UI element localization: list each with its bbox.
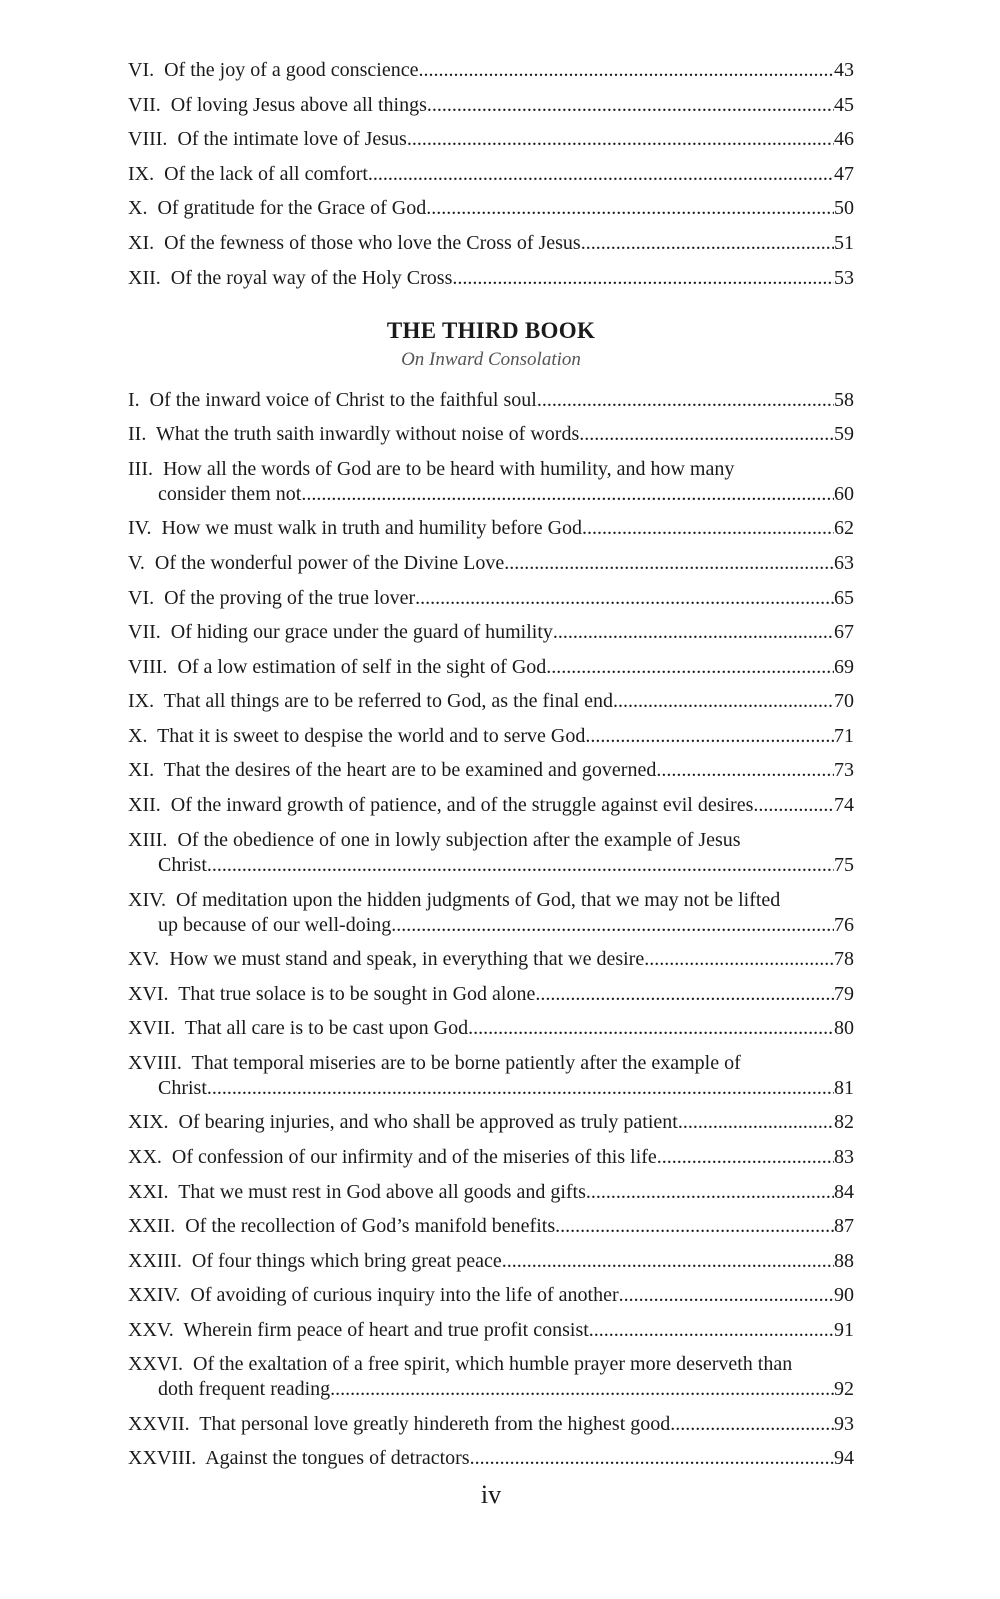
leader-dots [619, 1283, 834, 1308]
page-number: 43 [834, 59, 854, 81]
page-number: 71 [834, 725, 854, 747]
leader-dots [555, 1214, 834, 1239]
leader-dots [678, 1110, 834, 1135]
chapter-title: Against the tongues of detractors [205, 1447, 470, 1469]
leader-dots [407, 127, 834, 152]
chapter-title: That the desires of the heart are to be examined and governed [163, 759, 657, 781]
chapter-title: That true solace is to be sought in God alone [178, 983, 536, 1005]
leader-dots [415, 586, 834, 611]
chapter-title-continuation: Christ [158, 854, 207, 876]
chapter-title: Of meditation upon the hidden judgments of God, that we may not be lifted [175, 889, 781, 911]
chapter-numeral: XVIII. [128, 1052, 182, 1074]
toc-entry [128, 388, 854, 413]
chapter-numeral: XXII. [128, 1215, 176, 1237]
page-number: 80 [834, 1017, 854, 1039]
toc-entry [128, 620, 854, 645]
page-number: 88 [834, 1250, 854, 1272]
page-number: 78 [834, 948, 854, 970]
page-number: 93 [834, 1413, 854, 1435]
page-number: 65 [834, 587, 854, 609]
page-number: 74 [834, 794, 854, 816]
toc-entry [128, 888, 854, 938]
page-number: 83 [834, 1146, 854, 1168]
chapter-numeral: VII. [128, 621, 161, 643]
leader-dots [207, 1076, 834, 1101]
leader-dots [418, 58, 834, 83]
page-number: 46 [834, 128, 854, 150]
chapter-title: Of the lack of all comfort [164, 163, 368, 185]
page-number: 51 [834, 232, 854, 254]
page-number: 92 [834, 1378, 854, 1400]
toc-entry [128, 655, 854, 680]
chapter-numeral: XVII. [128, 1017, 176, 1039]
chapter-title: Of four things which bring great peace [191, 1250, 502, 1272]
chapter-numeral: XV. [128, 948, 160, 970]
page-number: 50 [834, 197, 854, 219]
chapter-numeral: IX. [128, 690, 155, 712]
chapter-numeral: IV. [128, 517, 152, 539]
chapter-title: Of avoiding of curious inquiry into the life of another [190, 1284, 619, 1306]
leader-dots [391, 913, 834, 938]
toc-entry [128, 516, 854, 541]
chapter-numeral: VI. [128, 587, 155, 609]
chapter-title-continuation: up because of our well-doing [158, 914, 392, 936]
leader-dots [585, 724, 834, 749]
page-number: 59 [834, 423, 854, 445]
leader-dots [546, 655, 834, 680]
page-number: 81 [834, 1077, 854, 1099]
leader-dots [452, 266, 834, 291]
chapter-numeral: X. [128, 197, 148, 219]
chapter-title: Of the inward growth of patience, and of the struggle against evil desires [170, 794, 754, 816]
leader-dots [470, 1446, 834, 1471]
page-number: 69 [834, 656, 854, 678]
page-number: 70 [834, 690, 854, 712]
toc-entry [128, 58, 854, 83]
chapter-title: Of the joy of a good conscience [164, 59, 419, 81]
chapter-title: That all care is to be cast upon God [184, 1017, 469, 1039]
chapter-numeral: XXI. [128, 1181, 169, 1203]
chapter-numeral: XXIII. [128, 1250, 182, 1272]
leader-dots [589, 1318, 834, 1343]
page-number: 47 [834, 163, 854, 185]
chapter-numeral: III. [128, 458, 153, 480]
toc-entry [128, 127, 854, 152]
toc-entry [128, 266, 854, 291]
chapter-title: Of the fewness of those who love the Cross of Jesus [164, 232, 581, 254]
chapter-title: That we must rest in God above all goods and gifts [178, 1181, 586, 1203]
page-number: 53 [834, 267, 854, 289]
toc-entry [128, 793, 854, 818]
chapter-title: Of gratitude for the Grace of God [157, 197, 427, 219]
leader-dots [670, 1412, 834, 1437]
chapter-numeral: XX. [128, 1146, 162, 1168]
toc-entry [128, 982, 854, 1007]
chapter-title: Of hiding our grace under the guard of humility [170, 621, 553, 643]
chapter-numeral: XI. [128, 232, 155, 254]
leader-dots [427, 93, 834, 118]
leader-dots [504, 551, 834, 576]
toc-entry [128, 1016, 854, 1041]
chapter-title: What the truth saith inwardly without noise of words [155, 423, 580, 445]
leader-dots [368, 162, 834, 187]
chapter-title: That all things are to be referred to God, as the final end [163, 690, 614, 712]
chapter-title: How all the words of God are to be heard with humility, and how many [162, 458, 735, 480]
chapter-title: Of the royal way of the Holy Cross [170, 267, 453, 289]
toc-entry [128, 196, 854, 221]
toc-entry [128, 724, 854, 749]
chapter-numeral: II. [128, 423, 147, 445]
chapter-numeral: XIV. [128, 889, 166, 911]
page-number: 94 [834, 1447, 854, 1469]
chapter-title: Of the inward voice of Christ to the faithful soul [149, 389, 537, 411]
leader-dots [301, 482, 834, 507]
chapter-numeral: VIII. [128, 656, 168, 678]
chapter-title: How we must stand and speak, in everything that we desire [169, 948, 645, 970]
leader-dots [657, 1145, 834, 1170]
page-number: 76 [834, 914, 854, 936]
chapter-numeral: XVI. [128, 983, 169, 1005]
toc-entry [128, 1051, 854, 1101]
toc-entry [128, 758, 854, 783]
chapter-numeral: XIII. [128, 829, 168, 851]
page-number: 87 [834, 1215, 854, 1237]
chapter-numeral: XII. [128, 794, 161, 816]
chapter-title: Of the recollection of God’s manifold benefits [185, 1215, 556, 1237]
chapter-title-continuation: Christ [158, 1077, 207, 1099]
toc-entry [128, 1180, 854, 1205]
page-number: 84 [834, 1181, 854, 1203]
toc-entry [128, 947, 854, 972]
toc-entry [128, 422, 854, 447]
page-number: 67 [834, 621, 854, 643]
toc-entry [128, 93, 854, 118]
chapter-title-continuation: consider them not [158, 483, 302, 505]
page-number: 60 [834, 483, 854, 505]
toc-entry [128, 1110, 854, 1135]
leader-dots [582, 516, 834, 541]
page-number: 62 [834, 517, 854, 539]
chapter-title: Of the proving of the true lover [164, 587, 416, 609]
toc-entry [128, 1145, 854, 1170]
leader-dots [330, 1377, 834, 1402]
chapter-numeral: XI. [128, 759, 155, 781]
chapter-title: That temporal miseries are to be borne patiently after the example of [191, 1052, 741, 1074]
toc-entry [128, 1318, 854, 1343]
page-number: 75 [834, 854, 854, 876]
toc-entry [128, 1283, 854, 1308]
page-number: 63 [834, 552, 854, 574]
leader-dots [468, 1016, 834, 1041]
toc-entry [128, 457, 854, 507]
chapter-title: Of the wonderful power of the Divine Love [154, 552, 505, 574]
chapter-title: Of loving Jesus above all things [170, 94, 427, 116]
page-number: 73 [834, 759, 854, 781]
chapter-numeral: XXVII. [128, 1413, 190, 1435]
page-number: 91 [834, 1319, 854, 1341]
chapter-title: Of confession of our infirmity and of the miseries of this life [171, 1146, 657, 1168]
chapter-title: Of the exaltation of a free spirit, which humble prayer more deserveth than [193, 1353, 793, 1375]
chapter-title: How we must walk in truth and humility before God [161, 517, 583, 539]
chapter-numeral: V. [128, 552, 145, 574]
toc-entry [128, 162, 854, 187]
leader-dots [553, 620, 834, 645]
chapter-numeral: XII. [128, 267, 161, 289]
chapter-title: Wherein firm peace of heart and true profit consist [183, 1319, 589, 1341]
chapter-numeral: X. [128, 725, 148, 747]
leader-dots [579, 422, 834, 447]
leader-dots [537, 388, 834, 413]
leader-dots [753, 793, 834, 818]
section-heading: THE THIRD BOOK [386, 318, 596, 343]
page-folio: iv [480, 1480, 502, 1509]
chapter-title: Of bearing injuries, and who shall be approved as truly patient [178, 1111, 678, 1133]
leader-dots [535, 982, 834, 1007]
page-number: 90 [834, 1284, 854, 1306]
toc-entry [128, 1249, 854, 1274]
chapter-title-continuation: doth frequent reading [158, 1378, 331, 1400]
toc-entry [128, 1412, 854, 1437]
toc-entry [128, 1214, 854, 1239]
chapter-title: That it is sweet to despise the world and to serve God [157, 725, 586, 747]
page-number: 82 [834, 1111, 854, 1133]
leader-dots [426, 196, 834, 221]
section-subheading: On Inward Consolation [401, 349, 581, 370]
leader-dots [644, 947, 834, 972]
page-number: 58 [834, 389, 854, 411]
page-number: 79 [834, 983, 854, 1005]
chapter-numeral: IX. [128, 163, 155, 185]
chapter-title: Of a low estimation of self in the sight of God [177, 656, 547, 678]
toc-entry [128, 551, 854, 576]
chapter-numeral: XIX. [128, 1111, 169, 1133]
toc-entry [128, 231, 854, 256]
toc-entry [128, 828, 854, 878]
chapter-numeral: XXIV. [128, 1284, 181, 1306]
chapter-title: Of the intimate love of Jesus [177, 128, 407, 150]
chapter-numeral: I. [128, 389, 140, 411]
leader-dots [502, 1249, 834, 1274]
toc-entry [128, 1446, 854, 1471]
chapter-numeral: VII. [128, 94, 161, 116]
toc-entry [128, 689, 854, 714]
leader-dots [613, 689, 834, 714]
leader-dots [207, 853, 834, 878]
toc-entry [128, 1352, 854, 1402]
leader-dots [656, 758, 834, 783]
toc-entry [128, 586, 854, 611]
chapter-numeral: XXVIII. [128, 1447, 197, 1469]
leader-dots [581, 231, 834, 256]
page-number: 45 [834, 94, 854, 116]
chapter-numeral: XXV. [128, 1319, 174, 1341]
chapter-numeral: VIII. [128, 128, 168, 150]
chapter-title: Of the obedience of one in lowly subjection after the example of Jesus [177, 829, 741, 851]
chapter-numeral: XXVI. [128, 1353, 183, 1375]
leader-dots [586, 1180, 834, 1205]
chapter-numeral: VI. [128, 59, 155, 81]
chapter-title: That personal love greatly hindereth from the highest good [199, 1413, 671, 1435]
